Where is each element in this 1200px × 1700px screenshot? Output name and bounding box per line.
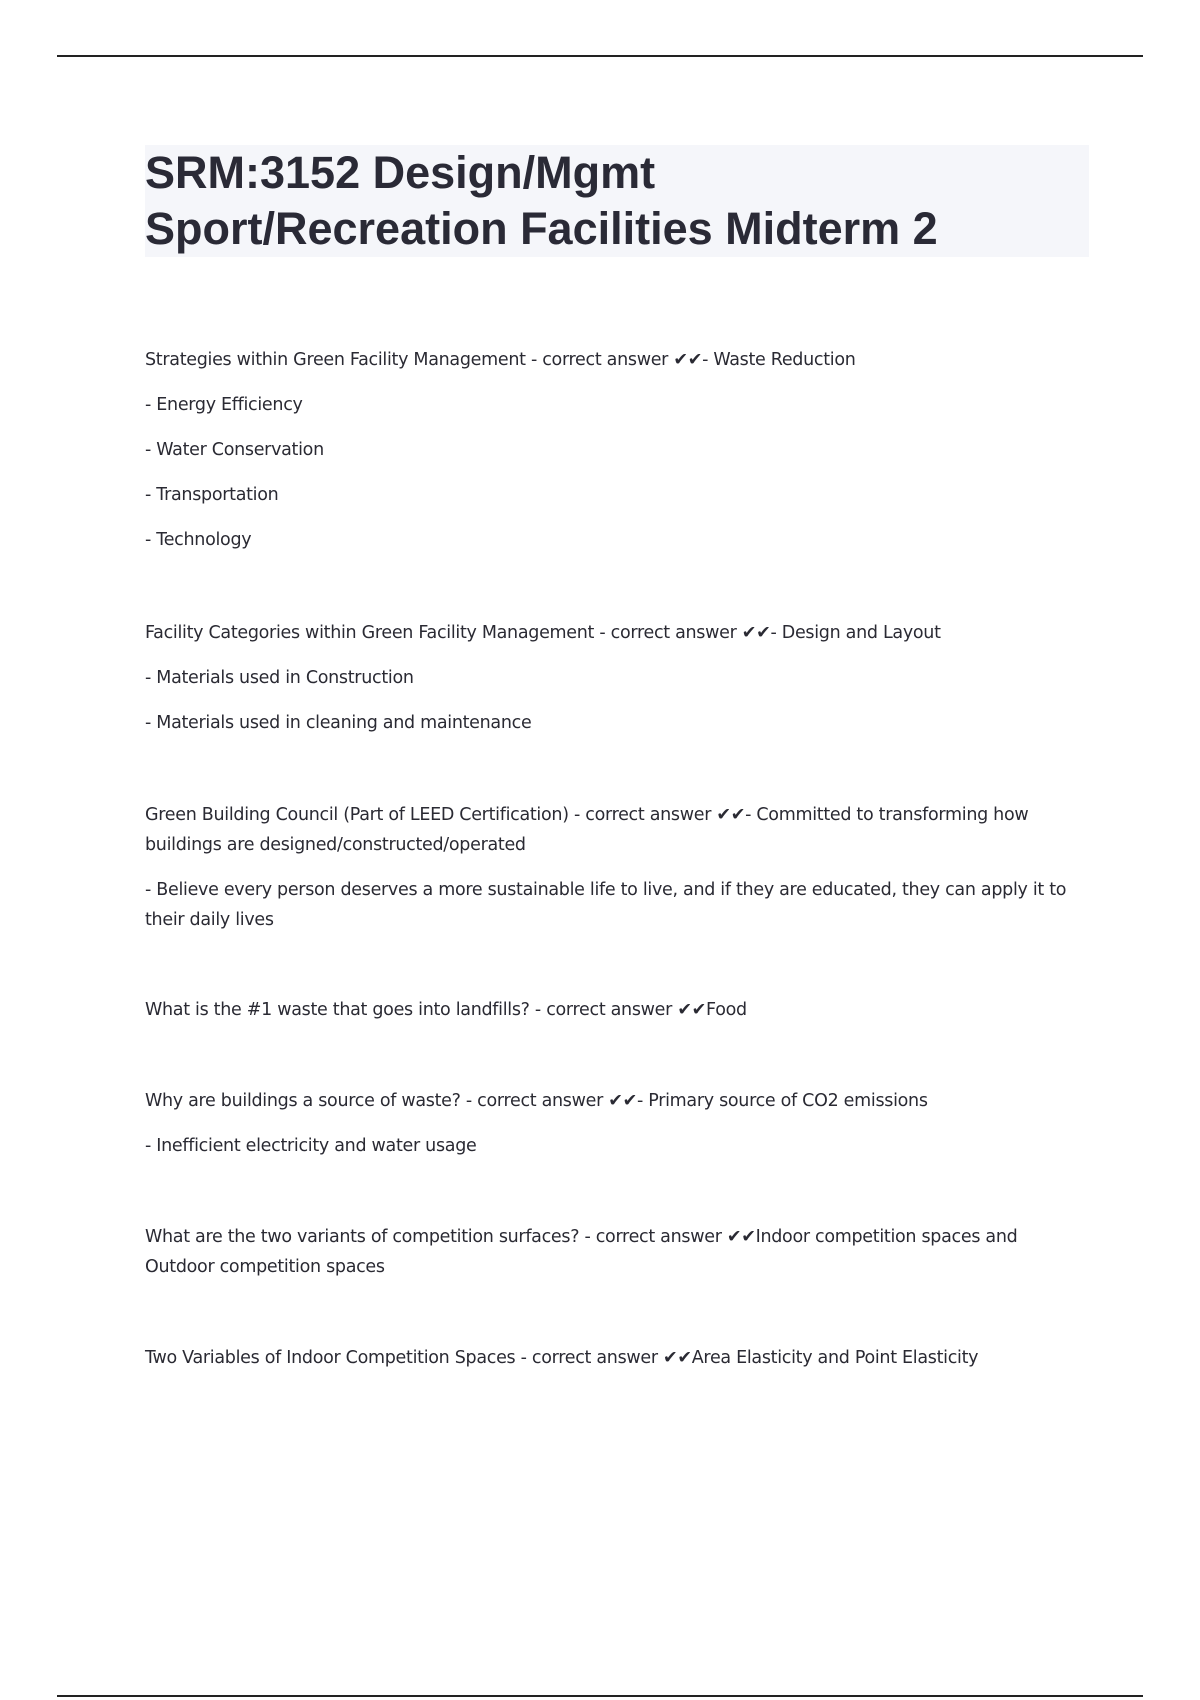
qa-item-2 [145, 618, 1089, 738]
qa-item-4 [145, 995, 1089, 1025]
double-check-icon: ✔✔ [608, 1091, 637, 1111]
answer-line: - Believe every person deserves a more sustainable life to live, and if they are educated, they can apply it to their daily lives [145, 880, 1067, 930]
qa-line [145, 800, 1089, 860]
answer-line: - Inefficient electricity and water usage [145, 1136, 477, 1156]
qa-item-3 [145, 800, 1089, 935]
answer-text: Food [706, 1000, 747, 1020]
question-text: Strategies within Green Facility Management - correct answer [145, 350, 674, 370]
answer-text: - Design and Layout [770, 623, 941, 643]
double-check-icon: ✔✔ [677, 1000, 707, 1020]
qa-item-1 [145, 345, 1089, 555]
double-check-icon: ✔✔ [673, 350, 703, 370]
answer-text: Indoor competition spaces and Outdoor competition spaces [145, 1227, 1018, 1277]
title-line-1: SRM:3152 Design/Mgmt [145, 147, 656, 198]
double-check-icon: ✔✔ [663, 1348, 692, 1368]
answer-line: - Water Conservation [145, 440, 324, 460]
answer-text: Area Elasticity and Point Elasticity [691, 1348, 979, 1368]
question-text: What is the #1 waste that goes into landfills? - correct answer [145, 1000, 678, 1020]
qa-item-5 [145, 1086, 1089, 1161]
title-line-2: Sport/Recreation Facilities Midterm 2 [145, 203, 938, 254]
answer-line: - Materials used in Construction [145, 668, 414, 688]
answer-line: - Transportation [145, 485, 279, 505]
double-check-icon: ✔✔ [716, 805, 746, 825]
qa-item-7 [145, 1343, 1089, 1373]
footer-rule [57, 1695, 1143, 1697]
double-check-icon: ✔✔ [741, 623, 771, 643]
qa-line [145, 1086, 1089, 1116]
question-text: Two Variables of Indoor Competition Spaces - correct answer [145, 1348, 664, 1368]
title-block [145, 145, 1089, 257]
question-text: Facility Categories within Green Facility Management - correct answer [145, 623, 742, 643]
qa-line [145, 618, 1089, 648]
qa-item-6 [145, 1222, 1089, 1282]
answer-text: - Primary source of CO2 emissions [637, 1091, 928, 1111]
question-text: Green Building Council (Part of LEED Certification) - correct answer [145, 805, 717, 825]
qa-line [145, 1343, 1089, 1373]
document-title [145, 145, 1089, 257]
answer-text: - Committed to transforming how buildings are designed/constructed/operated [145, 805, 1029, 855]
answer-line: - Materials used in cleaning and maintenance [145, 713, 532, 733]
qa-line [145, 995, 1089, 1025]
double-check-icon: ✔✔ [726, 1227, 756, 1247]
qa-line [145, 1222, 1089, 1282]
answer-text: - Waste Reduction [702, 350, 856, 370]
question-text: Why are buildings a source of waste? - correct answer [145, 1091, 609, 1111]
question-text: What are the two variants of competition surfaces? - correct answer [145, 1227, 727, 1247]
qa-line [145, 345, 1089, 375]
answer-line: - Technology [145, 530, 252, 550]
answer-line: - Energy Efficiency [145, 395, 303, 415]
header-rule [57, 55, 1143, 57]
